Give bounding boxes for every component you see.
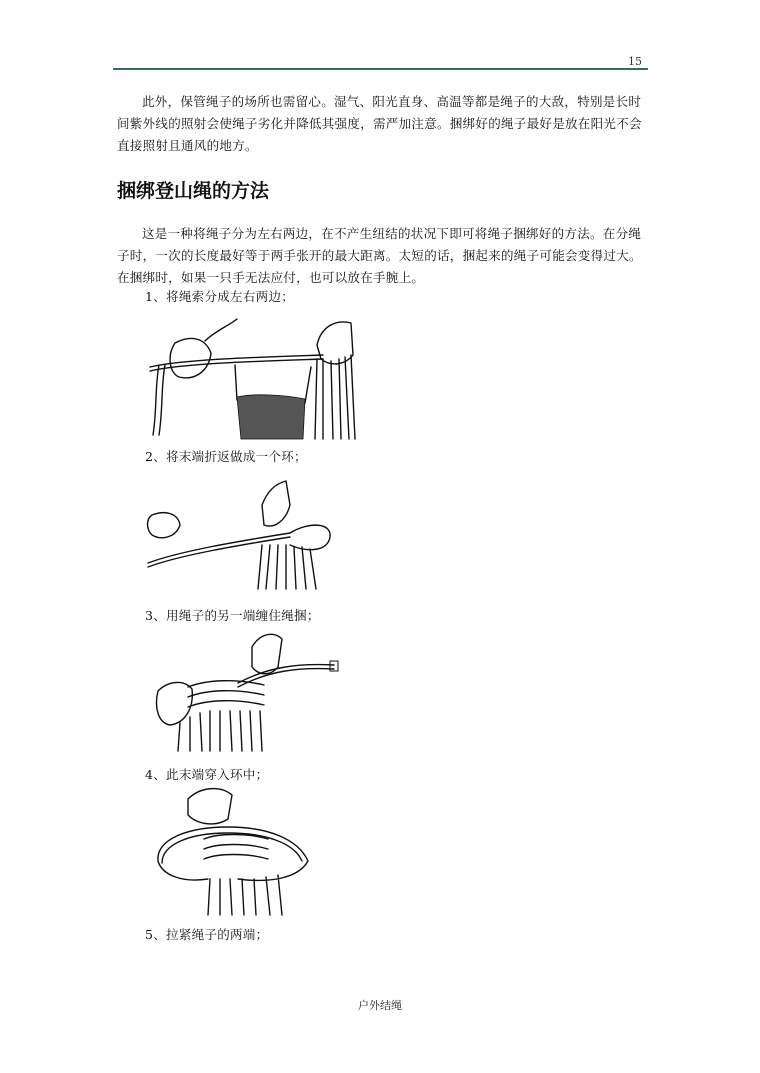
step-3-label: 3、用绳子的另一端缠住绳捆； <box>145 608 320 623</box>
section-paragraph: 这是一种将绳子分为左右两边，在不产生纽结的状况下即可将绳子捆绑好的方法。在分绳子时，一次的长度最好等于两手张开的最大距离。太短的话，捆起来的绳子可能会变得过大。在捆绑时，如果一只手无法应付，也可以放在手腕上。 <box>117 226 642 285</box>
page-footer: 户外结绳 <box>358 999 402 1012</box>
rope-loop-illustration <box>140 475 340 590</box>
page-number: 15 <box>628 55 642 68</box>
intro-paragraph: 此外，保管绳子的场所也需留心。湿气、阳光直身、高温等都是绳子的大敌，特别是长时间紫外线的照射会使绳子劣化并降低其强度，需严加注意。捆绑好的绳子最好是放在阳光不会直接照射且通风的地方。 <box>117 94 642 153</box>
section-title: 捆绑登山绳的方法 <box>117 180 270 202</box>
step-4-label: 4、此末端穿入环中； <box>145 767 269 782</box>
rope-split-illustration <box>145 315 360 440</box>
step-1-label: 1、将绳索分成左右两边； <box>145 289 295 304</box>
header-rule <box>113 68 648 70</box>
step-2-label: 2、将末端折返做成一个环； <box>145 449 307 464</box>
rope-wrap-illustration <box>148 627 348 757</box>
step-5-label: 5、拉紧绳子的两端； <box>145 927 269 942</box>
rope-thread-illustration <box>148 783 318 918</box>
